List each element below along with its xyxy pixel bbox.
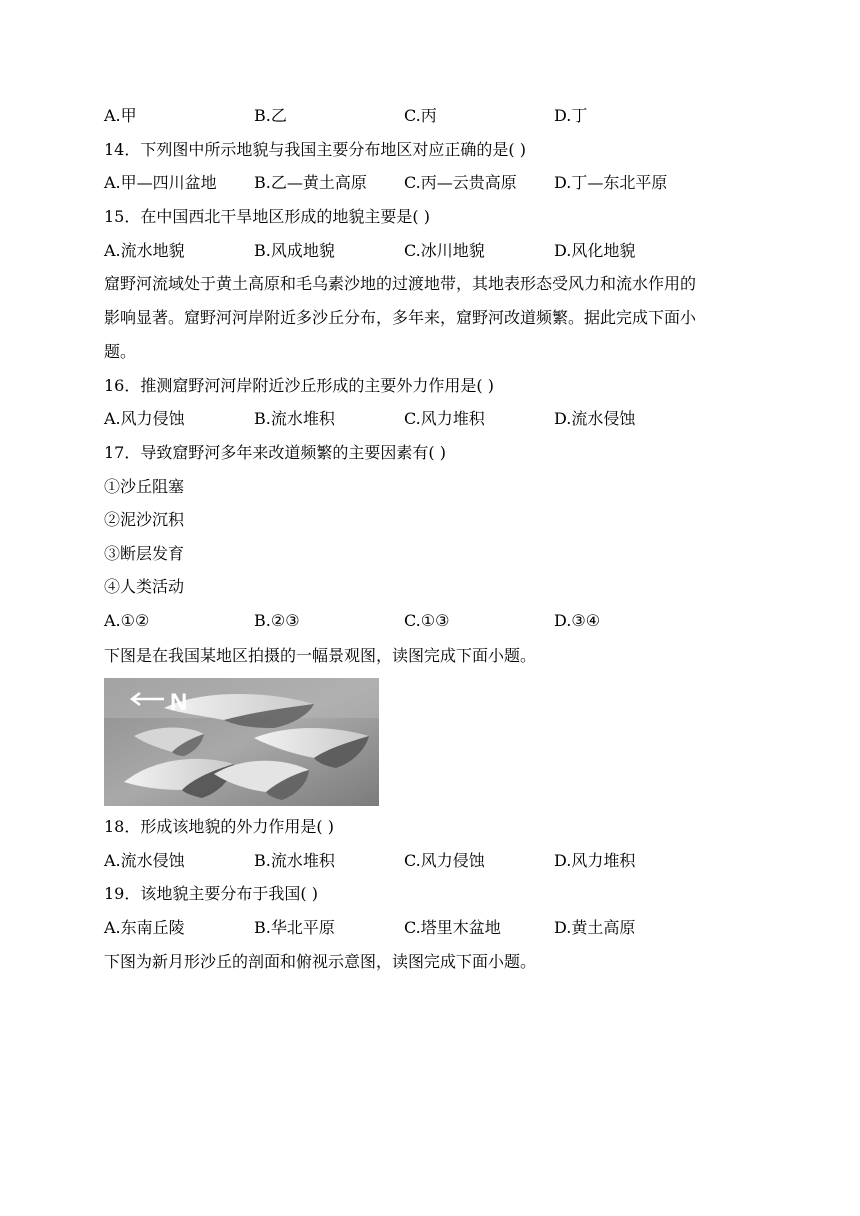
q18-options <box>104 851 744 871</box>
q17-option-c[interactable]: C.①③ <box>404 611 450 630</box>
q13-option-c[interactable]: C.丙 <box>404 106 437 125</box>
figure-intro-landscape: 下图是在我国某地区拍摄的一幅景观图，读图完成下面小题。 <box>104 646 537 665</box>
q19-stem: 19．该地貌主要分布于我国( ) <box>104 884 318 903</box>
q15-option-c[interactable]: C.冰川地貌 <box>404 241 485 260</box>
q15-option-b[interactable]: B.风成地貌 <box>254 241 335 260</box>
q14-options <box>104 173 744 193</box>
q15-option-a[interactable]: A.流水地貌 <box>104 241 185 260</box>
dune-landscape-photo <box>104 678 379 806</box>
q18-stem: 18．形成该地貌的外力作用是( ) <box>104 817 334 836</box>
q18-option-a[interactable]: A.流水侵蚀 <box>104 851 185 870</box>
q17-option-b[interactable]: B.②③ <box>254 611 300 630</box>
q18-option-c[interactable]: C.风力侵蚀 <box>404 851 485 870</box>
q13-option-b[interactable]: B.乙 <box>254 106 287 125</box>
q17-option-a[interactable]: A.①② <box>104 611 150 630</box>
passage-kuye-river <box>104 267 760 369</box>
q15-stem: 15．在中国西北干旱地区形成的地貌主要是( ) <box>104 207 430 226</box>
q18-option-b[interactable]: B.流水堆积 <box>254 851 335 870</box>
q16-option-c[interactable]: C.风力堆积 <box>404 409 485 428</box>
q16-options <box>104 409 744 429</box>
q16-stem: 16．推测窟野河河岸附近沙丘形成的主要外力作用是( ) <box>104 376 494 395</box>
figure-intro-barchan: 下图为新月形沙丘的剖面和俯视示意图，读图完成下面小题。 <box>104 952 537 971</box>
q19-option-a[interactable]: A.东南丘陵 <box>104 918 185 937</box>
q16-option-d[interactable]: D.流水侵蚀 <box>554 409 636 428</box>
barchan-dunes-image <box>104 678 379 806</box>
q13-options <box>104 106 744 126</box>
q17-item-2: ②泥沙沉积 <box>104 510 185 529</box>
q13-option-d[interactable]: D.丁 <box>554 106 588 125</box>
q19-options <box>104 918 744 938</box>
q14-option-d[interactable]: D.丁—东北平原 <box>554 173 668 192</box>
q15-options <box>104 241 744 261</box>
q18-option-d[interactable]: D.风力堆积 <box>554 851 636 870</box>
q15-option-d[interactable]: D.风化地貌 <box>554 241 636 260</box>
q14-option-b[interactable]: B.乙—黄土高原 <box>254 173 367 192</box>
q14-option-c[interactable]: C.丙—云贵高原 <box>404 173 517 192</box>
q19-option-d[interactable]: D.黄土高原 <box>554 918 636 937</box>
q17-option-d[interactable]: D.③④ <box>554 611 601 630</box>
passage-line: 题。 <box>104 342 137 361</box>
q19-option-b[interactable]: B.华北平原 <box>254 918 335 937</box>
q16-option-a[interactable]: A.风力侵蚀 <box>104 409 185 428</box>
passage-line: 影响显著。窟野河河岸附近多沙丘分布，多年来，窟野河改道频繁。据此完成下面小 <box>104 308 697 327</box>
q17-item-3: ③断层发育 <box>104 544 185 563</box>
q17-options <box>104 611 744 631</box>
q17-item-4: ④人类活动 <box>104 577 185 596</box>
q16-option-b[interactable]: B.流水堆积 <box>254 409 335 428</box>
q19-option-c[interactable]: C.塔里木盆地 <box>404 918 501 937</box>
q13-option-a[interactable]: A.甲 <box>104 106 137 125</box>
north-label: N <box>170 689 188 716</box>
passage-line: 窟野河流域处于黄土高原和毛乌素沙地的过渡地带，其地表形态受风力和流水作用的 <box>104 274 697 293</box>
q17-stem: 17．导致窟野河多年来改道频繁的主要因素有( ) <box>104 443 446 462</box>
q14-option-a[interactable]: A.甲—四川盆地 <box>104 173 217 192</box>
q17-item-1: ①沙丘阻塞 <box>104 477 185 496</box>
q14-stem: 14．下列图中所示地貌与我国主要分布地区对应正确的是( ) <box>104 140 526 159</box>
